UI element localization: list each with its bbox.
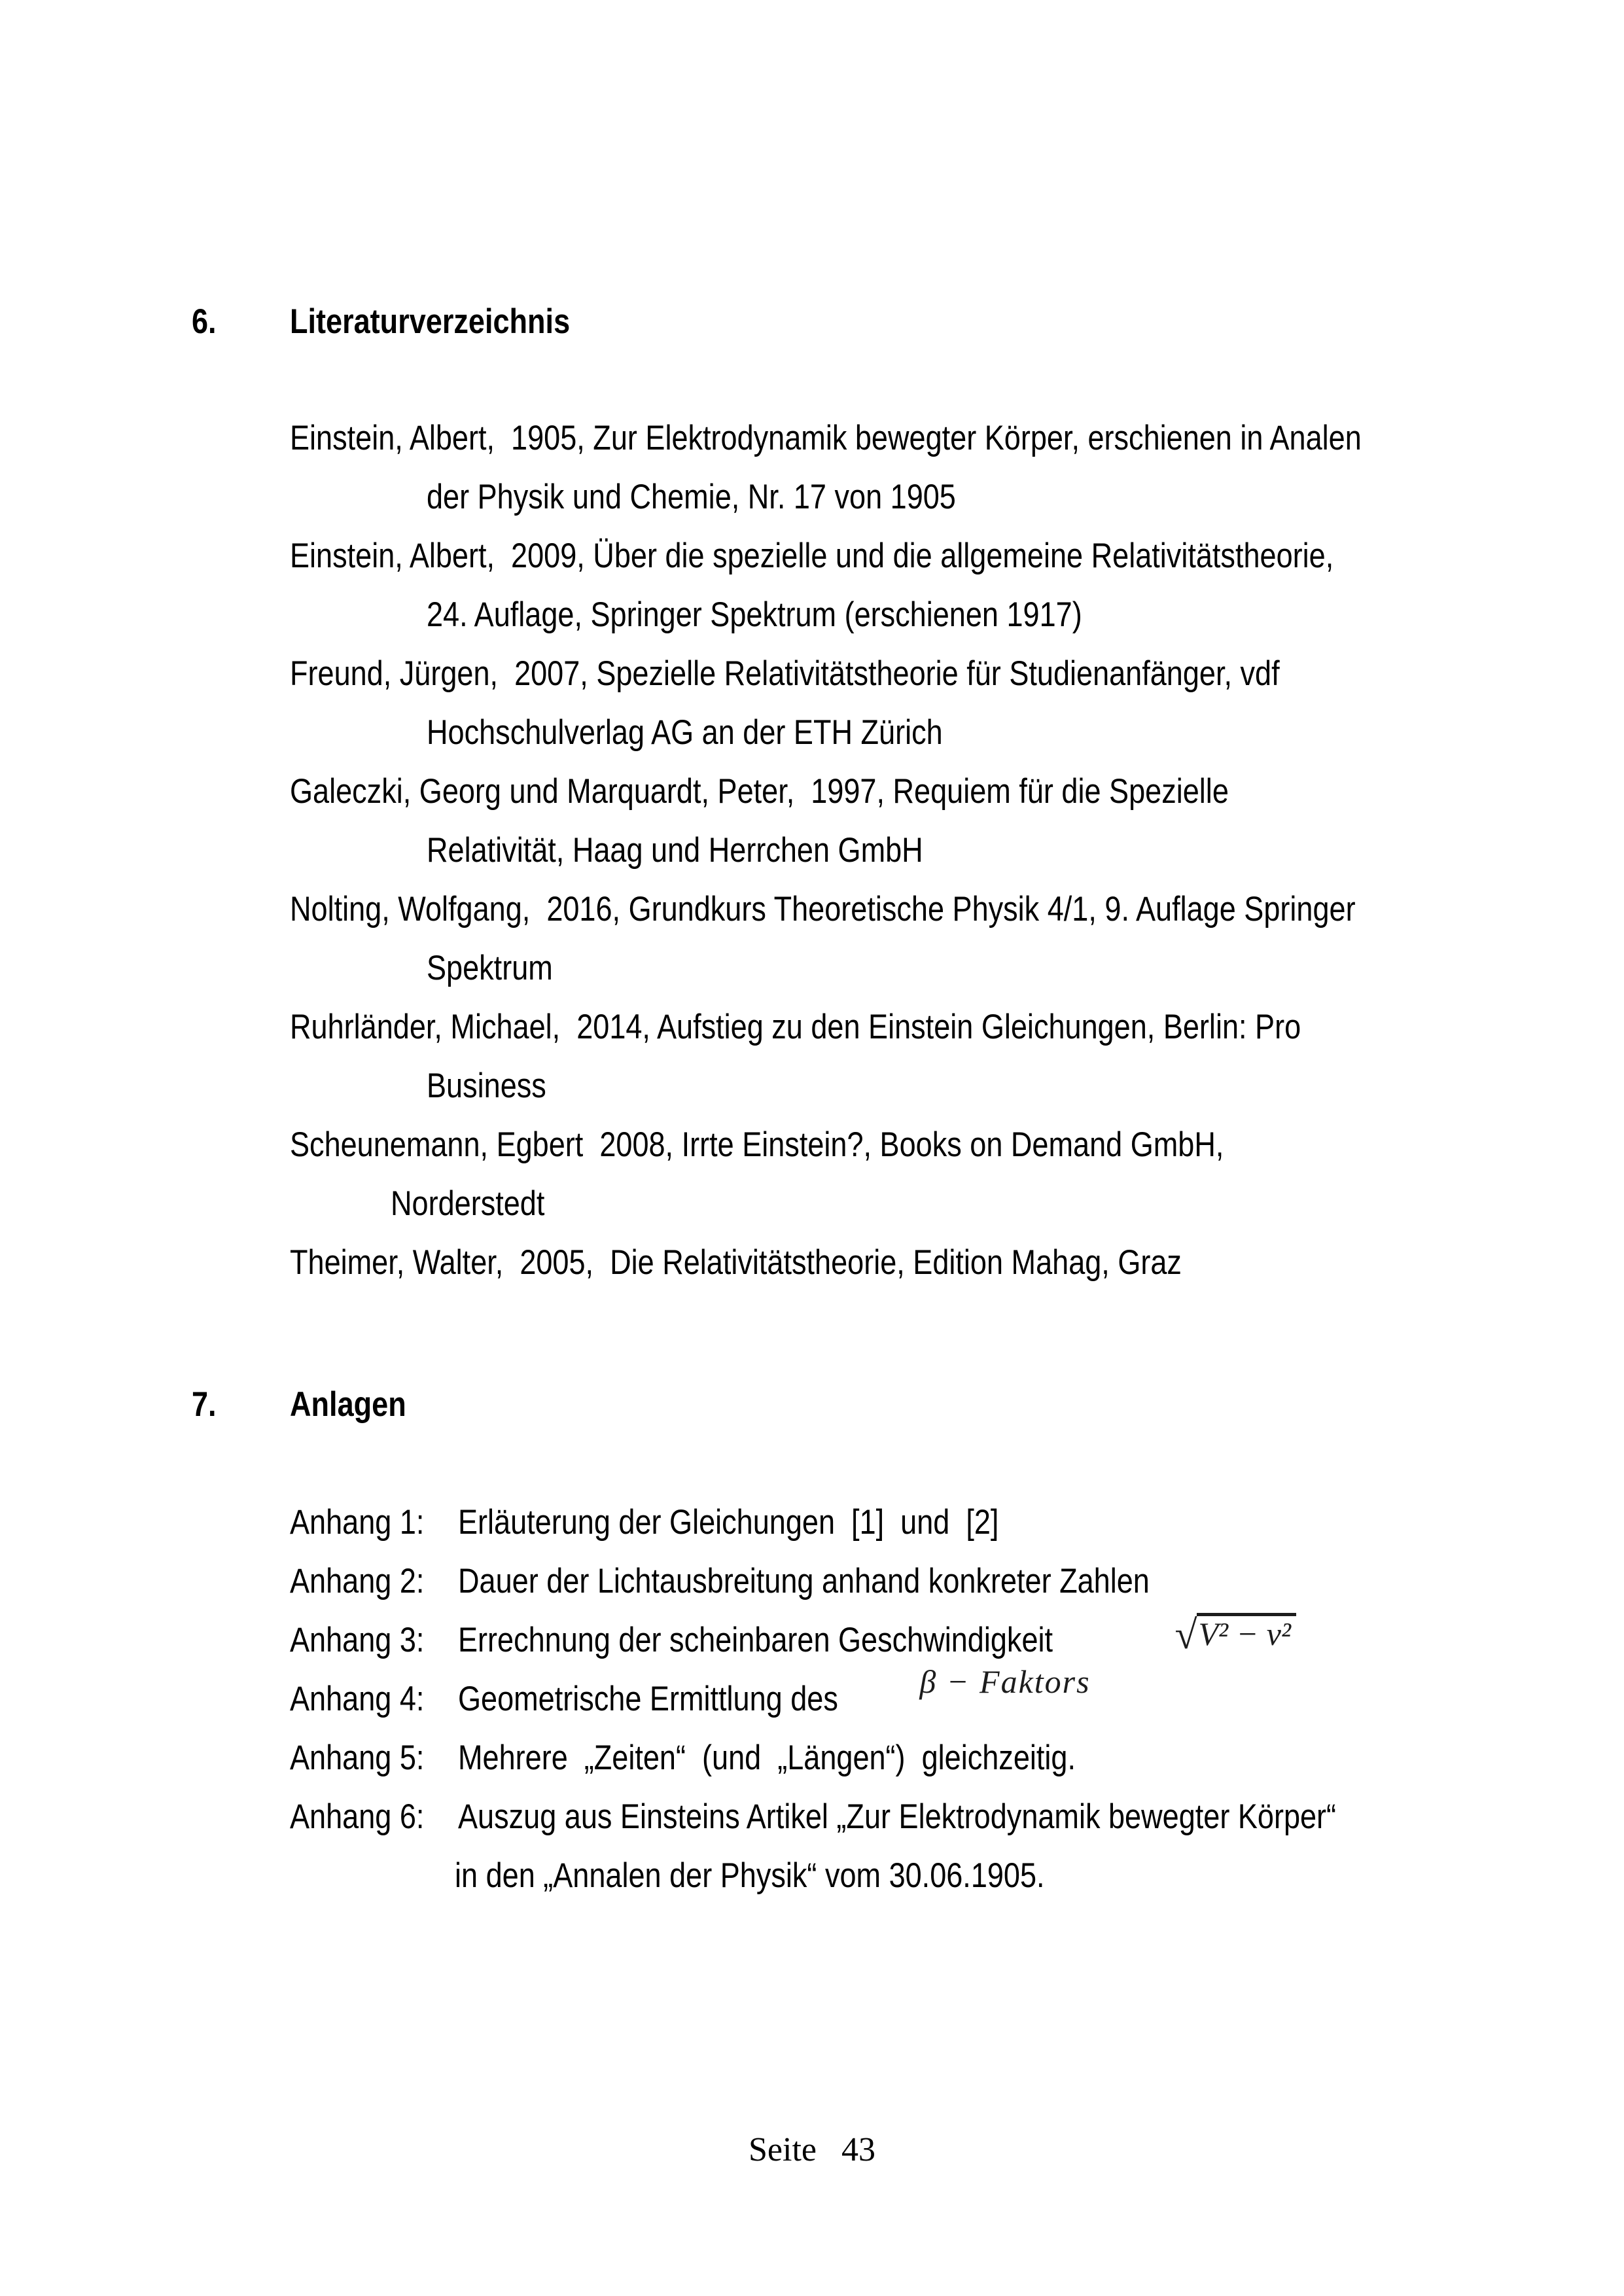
annex-item-text: Auszug aus Einsteins Artikel „Zur Elektrodynamik bewegter Körper“ [458,1797,1337,1836]
annex-item-label: Anhang 5: [290,1738,425,1777]
bib-entry-line [0,644,1624,703]
annex-item-text: Errechnung der scheinbaren Geschwindigkeit [458,1620,1053,1659]
annex-continuation-line [0,1846,1624,1905]
section-heading-literature [192,292,620,351]
bib-text: Galeczki, Georg und Marquardt, Peter, 1997, Requiem für die Spezielle [290,771,1229,811]
bib-continuation-line [0,585,1624,644]
bib-text: Theimer, Walter, 2005, Die Relativitätstheorie, Edition Mahag, Graz [290,1243,1182,1282]
bib-entry-line [0,762,1624,821]
bib-continuation-line [0,1174,1624,1233]
radicand: V² − v² [1197,1613,1296,1650]
annex-item-label: Anhang 1: [290,1502,425,1542]
page-footer [0,2120,1624,2179]
annex-item [0,1663,1624,1728]
bib-text: Relativität, Haag und Herrchen GmbH [427,830,923,870]
annex-item-text: Mehrere „Zeiten“ (und „Längen“) gleichzeitig. [458,1738,1076,1777]
bib-entry-line [0,879,1624,938]
annex-item [0,1551,1624,1610]
bib-continuation-line [0,703,1624,762]
section-title: Literaturverzeichnis [290,302,571,341]
bib-text: Ruhrländer, Michael, 2014, Aufstieg zu den Einstein Gleichungen, Berlin: Pro [290,1007,1301,1046]
annex-list [0,1492,1624,1905]
bib-text: Hochschulverlag AG an der ETH Zürich [427,713,943,752]
bib-text: Scheunemann, Egbert 2008, Irrte Einstein?, Books on Demand GmbH, [290,1125,1224,1164]
annex-item-text: Erläuterung der Gleichungen [1] und [2] [458,1502,999,1542]
annex-item-text: Dauer der Lichtausbreitung anhand konkreter Zahlen [458,1561,1150,1600]
bib-text: Business [427,1066,546,1105]
annex-item-label: Anhang 2: [290,1561,425,1600]
annex-item [0,1610,1624,1669]
bib-text: Nolting, Wolfgang, 2016, Grundkurs Theoretische Physik 4/1, 9. Auflage Springer [290,889,1356,928]
bib-entry-line [0,408,1624,467]
annex-item-text: Geometrische Ermittlung des [458,1679,838,1718]
bib-entry-line [0,1115,1624,1174]
annex-item-label: Anhang 6: [290,1797,425,1836]
annex-item [0,1728,1624,1787]
bib-continuation-line [0,467,1624,526]
section-heading-annex [192,1375,427,1434]
footer-page-number: 43 [841,2130,875,2168]
section-number: 7. [192,1385,217,1424]
bib-text: Freund, Jürgen, 2007, Spezielle Relativitätstheorie für Studienanfänger, vdf [290,654,1280,693]
annex-item [0,1492,1624,1551]
section-title: Anlagen [290,1385,406,1424]
section-number: 6. [192,302,217,341]
annex-item [0,1787,1624,1846]
bib-entry-line [0,1233,1624,1292]
radical-sign: √ [1174,1613,1197,1657]
bib-text: Einstein, Albert, 1905, Zur Elektrodynamik bewegter Körper, erschienen in Analen [290,418,1362,457]
sqrt-formula [1174,1612,1296,1657]
bib-text: 24. Auflage, Springer Spektrum (erschienen 1917) [427,595,1082,634]
bib-text: Norderstedt [391,1184,545,1223]
bib-text: der Physik und Chemie, Nr. 17 von 1905 [427,477,956,516]
bib-continuation-line [0,821,1624,879]
annex-item-text: in den „Annalen der Physik“ vom 30.06.1905. [455,1856,1045,1895]
beta-factor-formula: β − Faktors [919,1663,1091,1700]
bib-continuation-line [0,1056,1624,1115]
bib-entry-line [0,526,1624,585]
annex-item-label: Anhang 4: [290,1679,425,1718]
bibliography-list [0,408,1624,1292]
bib-text: Spektrum [427,948,553,987]
annex-item-label: Anhang 3: [290,1620,425,1659]
footer-label: Seite [749,2130,817,2168]
bib-continuation-line [0,938,1624,997]
bib-text: Einstein, Albert, 2009, Über die spezielle und die allgemeine Relativitätstheorie, [290,536,1334,575]
bib-entry-line [0,997,1624,1056]
